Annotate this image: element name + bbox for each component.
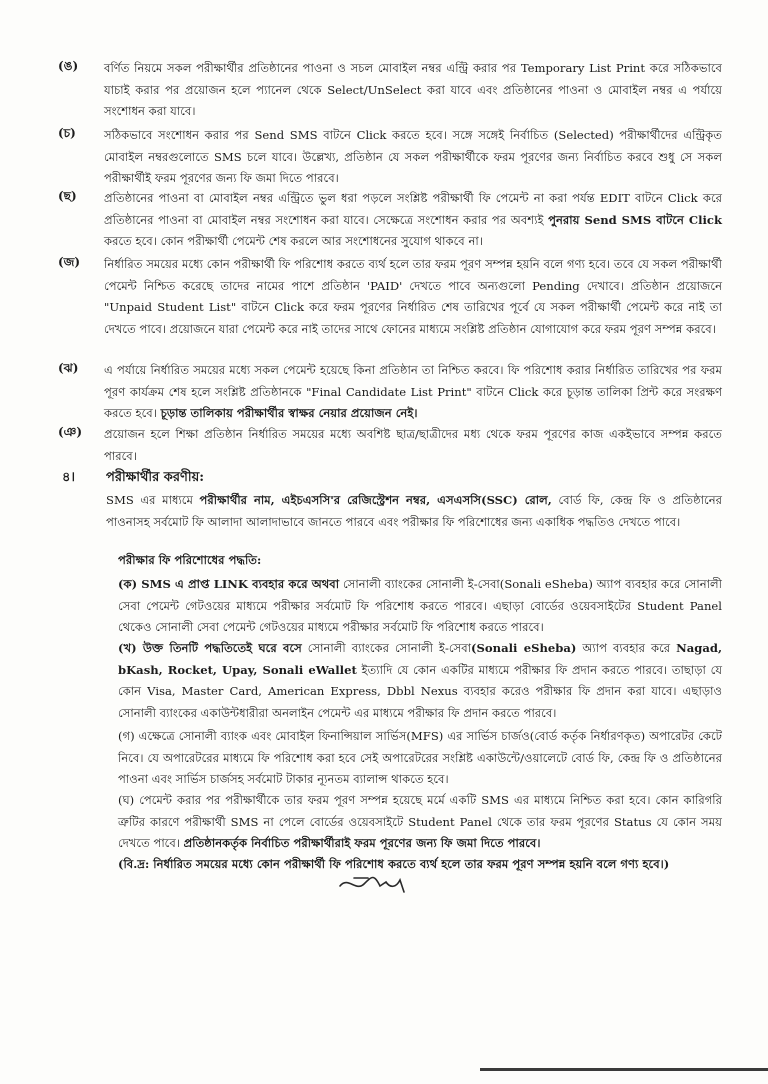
list-item-jha xyxy=(58,360,722,425)
bottom-rule xyxy=(480,1068,768,1071)
method-bold: (খ) উক্ত তিনটি পদ্ধতিতেই ঘরে বসে xyxy=(118,641,302,655)
item-text-part: প্রতিষ্ঠানের পাওনা বা মোবাইল নম্বর এন্ট্রিতে ভুল ধরা পড়লে সংশ্লিষ্ট পরীক্ষার্থী ফি পেমেন্ট না করা পর্যন্ত EDIT বাটনে Click করে প্রতিষ্ঠানের পাওনা বা মোবাইল নম্বর সংশোধন করা যাবে। সেক্ষেত্রে সংশোধন করার পর অবশ্যই xyxy=(104,191,722,227)
method-ga: (গ) এক্ষেত্রে সোনালী ব্যাংক এবং মোবাইল ফিনান্সিয়াল সার্ভিস(MFS) এর সার্ভিস চার্জও(বোর্ড কর্তৃক নির্ধারণকৃত) অপারেটর কেটে নিবে। যে অপারেটরের মাধ্যমে ফি পরিশোধ করা হবে সেই অপারেটরের সংশ্লিষ্ট একাউন্টে/ওয়ালেটে বোর্ড ফি, কেন্দ্র ফি ও প্রতিষ্ঠানের পাওনা এবং সার্ভিস চার্জসহ সর্বমোট টাকার ন্যূনতম ব্যালান্স থাকতে হবে। xyxy=(118,729,722,786)
item-text xyxy=(104,188,722,253)
list-item-nga xyxy=(58,58,722,123)
method-ka xyxy=(118,574,722,639)
list-item-ja xyxy=(58,254,722,340)
method-text: সোনালী ব্যাংকের সোনালী ই-সেবা(Sonali eSheba) অ্যাপ ব্যবহার করে সোনালী সেবা পেমেন্ট গেটওয়ের মাধ্যমে পরীক্ষার সর্বমোট ফি পরিশোধ করতে পারবে। এছাড়া বোর্ডের ওয়েবসাইটের Student Panel থেকেও সোনালী সেবা পেমেন্ট গেটওয়ের মাধ্যমে পরীক্ষার সর্বমোট ফি পরিশোধ করতে পারবে। xyxy=(118,577,722,634)
section-title: পরীক্ষার্থীর করণীয়: xyxy=(106,470,205,485)
intro-part: SMS এর মাধ্যমে xyxy=(106,493,193,507)
intro-bold: পরীক্ষার্থীর নাম, এইচএসসি'র রেজিস্ট্রেশন নম্বর, এসএসসি(SSC) রোল, xyxy=(199,493,552,507)
item-marker: (ছ) xyxy=(58,189,77,203)
method-bold: Nagad, bKash, Rocket, Upay, Sonali eWallet xyxy=(118,641,723,677)
intro-part: বোর্ড ফি, কেন্দ্র ফি ও প্রতিষ্ঠানের পাওনাসহ সর্বমোট ফি আলাদা আলাদাভাবে জানতে পারবে এবং পরীক্ষার ফি পরিশোধের জন্য একাধিক পদ্ধতিও দেখতে পাবে। xyxy=(106,493,722,529)
section-heading xyxy=(62,468,722,489)
item-text: প্রয়োজন হলে শিক্ষা প্রতিষ্ঠান নির্ধারিত সময়ের মধ্যে অবশিষ্ট ছাত্র/ছাত্রীদের মধ্য থেকে ফরম পূরণের কাজ একইভাবে সম্পন্ন করতে পারবে। xyxy=(104,427,722,463)
item-marker: (চ) xyxy=(58,126,76,140)
list-item-chha xyxy=(58,188,722,253)
item-marker: (জ) xyxy=(58,255,81,269)
section-number: ৪। xyxy=(62,470,76,485)
section-intro xyxy=(106,490,722,533)
item-marker: (ঝ) xyxy=(58,361,79,375)
method-text: অ্যাপ ব্যবহার করে xyxy=(582,641,671,655)
item-text-bold: চূড়ান্ত তালিকায় পরীক্ষার্থীর স্বাক্ষর নেয়ার প্রয়োজন নেই। xyxy=(160,406,418,420)
item-text-part: এ পর্যায়ে নির্ধারিত সময়ের মধ্যে সকল পেমেন্ট হয়েছে কিনা প্রতিষ্ঠান তা নিশ্চিত করবে। ফি পরিশোধ করার নির্ধারিত তারিখের পর ফরম পূরণ কার্যক্রম শেষ হলে সংশ্লিষ্ট প্রতিষ্ঠানকে "Final Candidate List Print" বাটনে Click করে চূড়ান্ত তালিকা প্রিন্ট করে সংরক্ষণ করতে হবে। xyxy=(104,363,722,420)
item-text: বর্ণিত নিয়মে সকল পরীক্ষার্থীর প্রতিষ্ঠানের পাওনা ও সচল মোবাইল নম্বর এন্ট্রি করার পর Temporary List Print করে সঠিকভাবে যাচাই করার পর প্রয়োজন হলে প্যানেল থেকে Select/UnSelect করা যাবে এবং প্রতিষ্ঠানের পাওনা ও মোবাইল নম্বর এ পর্যায়ে সংশোধন করা যাবে। xyxy=(104,61,722,118)
method-text: ইত্যাদি যে কোন একটির মাধ্যমে পরীক্ষার ফি প্রদান করতে পারবে। তাছাড়া যে কোন Visa, Master Card, American Express, Dbbl Nexus ব্যবহার করেও পরীক্ষার ফি প্রদান করা যাবে। এছাড়াও সোনালী ব্যাংকের একাউন্টধারীরা অনলাইন পেমেন্ট এর মাধ্যমে পরীক্ষার ফি প্রদান করতে পারবে। xyxy=(118,662,722,720)
note-text: (বি.দ্র: নির্ধারিত সময়ের মধ্যে কোন পরীক্ষার্থী ফি পরিশোধ করতে ব্যর্থ হলে তার ফরম পূরণ সম্পন্ন হয়নি বলে গণ্য হবে।) xyxy=(118,857,670,871)
signature-mark xyxy=(334,866,418,900)
method-bold: (ক) SMS এ প্রাপ্ত LINK ব্যবহার করে অথবা xyxy=(118,577,340,591)
method-kha xyxy=(118,638,722,724)
method-text: সোনালী ব্যাংকের সোনালী ই-সেবা xyxy=(307,641,472,655)
method-bold: প্রতিষ্ঠানকর্তৃক নির্বাচিত পরীক্ষার্থীরাই ফরম পূরণের জন্য ফি জমা দিতে পারবে। xyxy=(183,836,541,850)
item-text-bold: পুনরায় Send SMS বাটনে Click xyxy=(548,212,722,227)
method-text: (ঘ) পেমেন্ট করার পর পরীক্ষার্থীকে তার ফরম পূরণ সম্পন্ন হয়েছে মর্মে একটি SMS এর মাধ্যমে নিশ্চিত করা হবে। কোন কারিগরি ত্রুটির কারণে পরীক্ষার্থী SMS না পেলে বোর্ডের ওয়েবসাইটে Student Panel থেকে তার ফরম পূরণের Status যে কোন সময় দেখতে পাবে। xyxy=(118,793,722,850)
list-item-nya xyxy=(58,424,722,467)
method-bold: (Sonali eSheba) xyxy=(471,641,577,655)
item-marker: (ঙ) xyxy=(58,59,79,73)
method-gha xyxy=(118,790,722,855)
item-text: নির্ধারিত সময়ের মধ্যে কোন পরীক্ষার্থী ফি পরিশোধ করতে ব্যর্থ হলে তার ফরম পূরণ সম্পন্ন হয়নি বলে গণ্য হবে। তবে যে সকল পরীক্ষার্থী পেমেন্ট নিশ্চিত করেছে তাদের নামের পাশে প্রতিষ্ঠান 'PAID' দেখতে পাবে অন্যগুলো Pending দেখাবে। প্রতিষ্ঠান প্রয়োজনে "Unpaid Student List" বাটনে Click করে ফরম পূরণের নির্ধারিত শেষ তারিখের পূর্বে যে সকল পরীক্ষার্থী পেমেন্ট করে নাই তা দেখতে পাবে। প্রয়োজনে যারা পেমেন্ট করে নাই তাদের সাথে ফোনের মাধ্যমে সংশ্লিষ্ট প্রতিষ্ঠান যোগাযোগ করে ফরম পূরণ সম্পন্ন করবে। xyxy=(104,257,722,336)
payment-methods-heading: পরীক্ষার ফি পরিশোধের পদ্ধতি: xyxy=(118,553,262,567)
item-marker: (ঞ) xyxy=(58,425,83,439)
item-text: সঠিকভাবে সংশোধন করার পর Send SMS বাটনে Click করতে হবে। সঙ্গে সঙ্গেই নির্বাচিত (Selected) পরীক্ষার্থীদের এন্ট্রিকৃত মোবাইল নম্বরগুলোতে SMS চলে যাবে। উল্লেখ্য, প্রতিষ্ঠান যে সকল পরীক্ষার্থীকে ফরম পূরণের জন্য নির্বাচিত করবে শুধু সে সকল পরীক্ষার্থীই ফরম পূরণের জন্য ফি জমা দিতে পারবে। xyxy=(104,128,722,185)
item-text-part: করতে হবে। কোন পরীক্ষার্থী পেমেন্ট শেষ করলে আর সংশোধনের সুযোগ থাকবে না। xyxy=(104,234,483,248)
list-item-cha xyxy=(58,125,722,190)
item-text xyxy=(104,360,722,425)
